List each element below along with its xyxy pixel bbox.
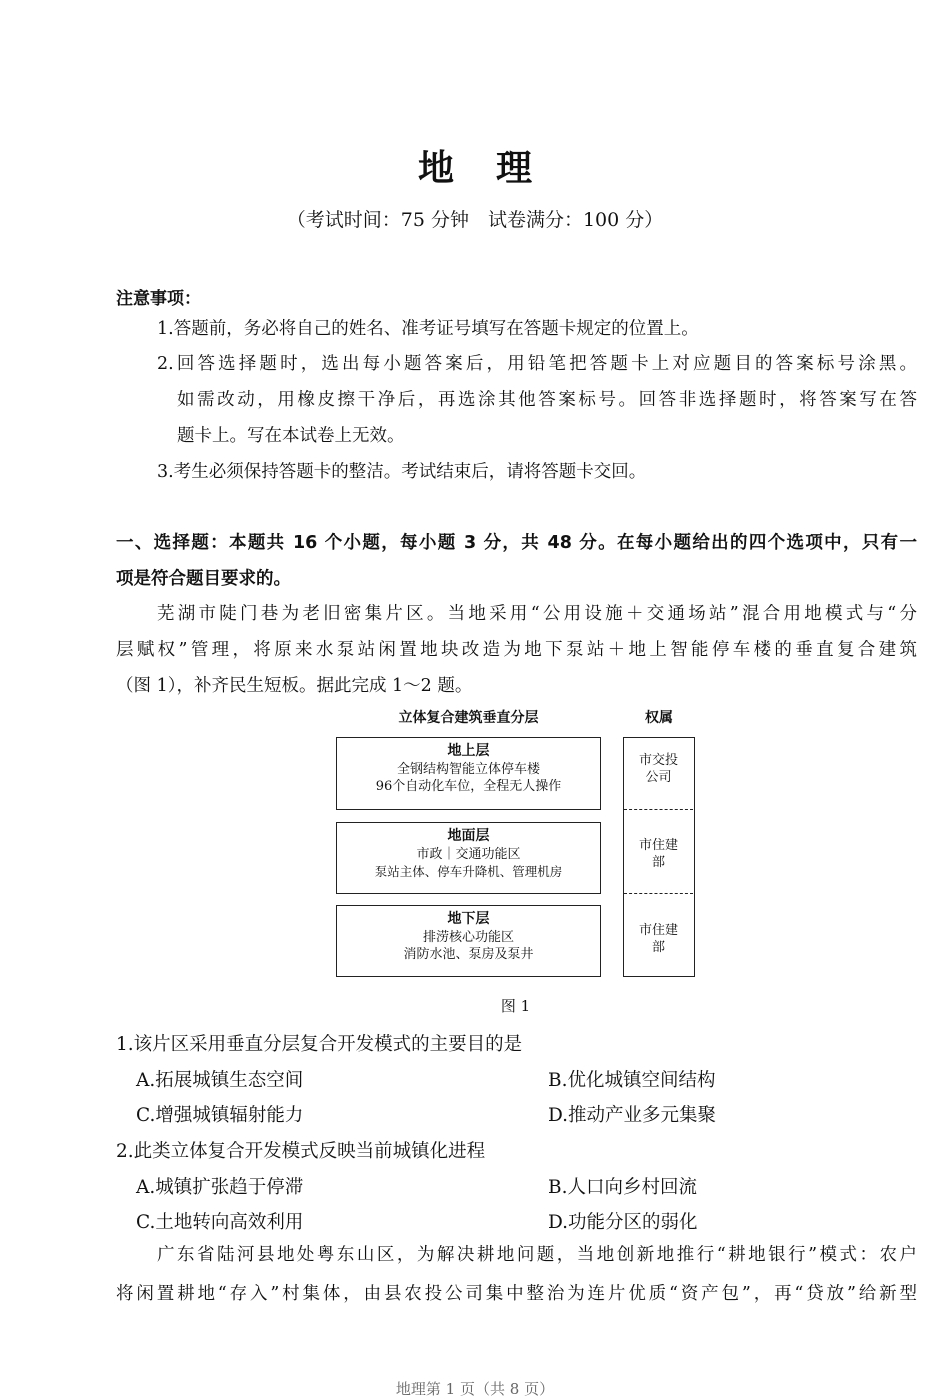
question-stem: 1.该片区采用垂直分层复合开发模式的主要目的是 <box>116 1034 523 1055</box>
ownership-divider <box>624 809 693 810</box>
question-option: B.人口向乡村回流 <box>548 1177 697 1198</box>
note-item: 如需改动，用橡皮擦干净后，再选涂其他答案标号。回答非选择题时，将答案写在答 <box>177 390 917 410</box>
page-title: 地理 <box>417 148 574 189</box>
question-option: C.土地转向高效利用 <box>136 1212 304 1233</box>
question-option: C.增强城镇辐射能力 <box>136 1105 304 1126</box>
layer-underground <box>336 905 601 977</box>
exam-info: （考试时间：75 分钟 试卷满分：100 分） <box>286 209 664 231</box>
figure-left-heading: 立体复合建筑垂直分层 <box>398 710 539 726</box>
layer-line: 96个自动化车位，全程无人操作 <box>375 779 562 794</box>
layer-line: 排涝核心功能区 <box>422 930 514 945</box>
ownership-cell: 市交投公司 <box>638 753 678 785</box>
layer-title: 地上层 <box>447 743 490 759</box>
page-footer: 地理第 1 页（共 8 页） <box>395 1380 555 1398</box>
notes-heading: 注意事项： <box>116 289 201 309</box>
passage-line: （图 1），补齐民生短板。据此完成 1～2 题。 <box>116 676 473 696</box>
layer-line: 消防水池、泵房及泵井 <box>403 947 534 962</box>
ownership-column <box>623 737 695 977</box>
question-option: D.推动产业多元集聚 <box>548 1105 717 1126</box>
question-option: D.功能分区的弱化 <box>548 1212 698 1233</box>
section-heading-cont: 项是符合题目要求的。 <box>116 569 291 589</box>
question-option: A.城镇扩张趋于停滞 <box>136 1177 304 1198</box>
layer-above-ground <box>336 737 601 810</box>
ownership-cell: 市住建部 <box>638 838 678 870</box>
question-stem: 2.此类立体复合开发模式反映当前城镇化进程 <box>116 1141 486 1162</box>
layer-title: 地面层 <box>447 828 490 844</box>
figure-caption: 图 1 <box>500 997 531 1015</box>
figure-right-heading: 权属 <box>645 710 673 726</box>
passage-line: 芜湖市陡门巷为老旧密集片区。当地采用“公用设施＋交通场站”混合用地模式与“分 <box>157 604 917 624</box>
passage-line: 层赋权”管理，将原来水泵站闲置地块改造为地下泵站＋地上智能停车楼的垂直复合建筑 <box>116 640 917 660</box>
layer-ground <box>336 822 601 894</box>
layer-line: 全钢结构智能立体停车楼 <box>396 762 540 777</box>
layer-line: 泵站主体、停车升降机、管理机房 <box>374 864 563 879</box>
note-item: 3.考生必须保持答题卡的整洁。考试结束后，请将答题卡交回。 <box>157 462 647 482</box>
passage-line: 将闲置耕地“存入”村集体，由县农投公司集中整治为连片优质“资产包”，再“贷放”给新型 <box>116 1284 917 1304</box>
note-item: 题卡上。写在本试卷上无效。 <box>177 426 405 446</box>
layer-title: 地下层 <box>447 911 490 927</box>
note-item: 1.答题前，务必将自己的姓名、准考证号填写在答题卡规定的位置上。 <box>157 319 699 339</box>
note-item: 2.回答选择题时，选出每小题答案后，用铅笔把答题卡上对应题目的答案标号涂黑。 <box>157 354 917 374</box>
question-option: B.优化城镇空间结构 <box>548 1070 716 1091</box>
ownership-cell: 市住建部 <box>638 923 678 955</box>
layer-line: 市政｜交通功能区 <box>416 847 521 862</box>
question-option: A.拓展城镇生态空间 <box>136 1070 304 1091</box>
passage-line: 广东省陆河县地处粤东山区，为解决耕地问题，当地创新地推行“耕地银行”模式：农户 <box>157 1245 917 1265</box>
section-heading: 一、选择题：本题共 16 个小题，每小题 3 分，共 48 分。在每小题给出的四个选项中，只有一 <box>116 533 917 553</box>
ownership-divider <box>624 893 693 894</box>
